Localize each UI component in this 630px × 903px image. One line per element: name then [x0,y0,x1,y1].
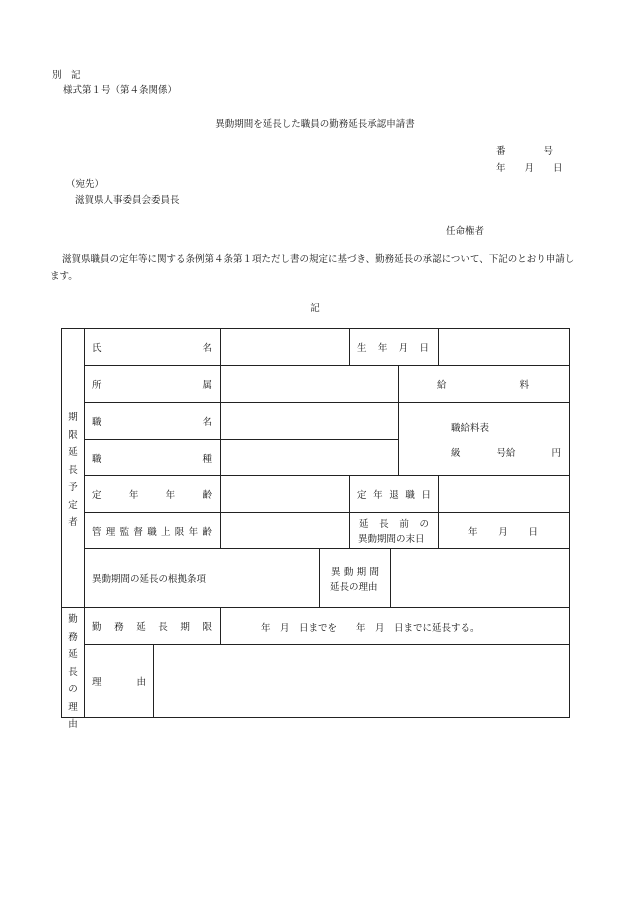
grade-salary-label: 級 号給 円 [451,448,561,459]
affiliation-label: 所 属 [92,380,212,391]
col-line [398,365,399,476]
name-label: 氏 名 [92,343,212,354]
birthdate-label: 生 年 月 日 [357,343,429,354]
ki-label: 記 [310,303,320,314]
col-line [220,328,221,548]
before-extension-label: 延 長 前 の [359,519,429,530]
form-number: 様式第１号（第４条関係） [63,85,178,96]
appendix-label: 別 記 [52,70,81,81]
appointer-label: 任命権者 [446,226,485,237]
table-border-bottom [61,717,570,718]
manager-age-limit-label: 管 理 監 督 職 上 限 年 齢 [92,526,212,538]
basis-clause-label: 異動期間の延長の根拠条項 [92,574,207,585]
salary-table-label: 職給料表 [451,423,490,434]
salary-label: 給 料 [437,380,529,391]
col-line [390,548,391,608]
reason-extension-label-2: 延長の理由 [330,582,378,593]
addressee: 滋賀県人事委員会委員長 [75,195,180,206]
section-label-extension-reason: 勤 務 延 長 の 理 由 [68,614,78,730]
before-extension-end-label: 異動期間の末日 [358,534,425,545]
section-divider [84,328,85,718]
col-line [349,328,350,366]
row-line [84,644,569,645]
job-name-label: 職 名 [92,417,212,428]
retirement-date-label: 定 年 退 職 日 [357,490,431,501]
extension-period-text: 年 月 日までを 年 月 日までに延長する。 [261,623,480,634]
end-date-ymd: 年 月 日 [468,526,538,538]
reason-extension-label: 異 動 期 間 [331,567,379,578]
work-extension-period-label: 勤 務 延 長 期 限 [92,622,212,633]
addressee-label: （宛先） [66,179,105,190]
section-label-extension-candidate: 期 限 延 長 予 定 者 [68,412,78,528]
number-label: 番 号 [496,146,554,157]
body-paragraph: 滋賀県職員の定年等に関する条例第４条第１項ただし書の規定に基づき、勤務延長の承認について、下記のとおり申請します。 [50,254,575,282]
col-line [319,548,320,608]
col-line [438,475,439,549]
reason-label: 理 由 [92,677,146,688]
col-line [349,475,350,549]
col-line [153,644,154,718]
table-border-right [569,328,570,718]
date-label: 年 月 日 [496,163,563,174]
row-line [84,548,569,549]
job-type-label: 職 種 [92,453,212,465]
col-line [438,328,439,366]
col-line [220,607,221,645]
retirement-age-label: 定 年 年 齢 [92,490,212,501]
document-title: 異動期間を延長した職員の勤務延長承認申請書 [215,119,415,130]
